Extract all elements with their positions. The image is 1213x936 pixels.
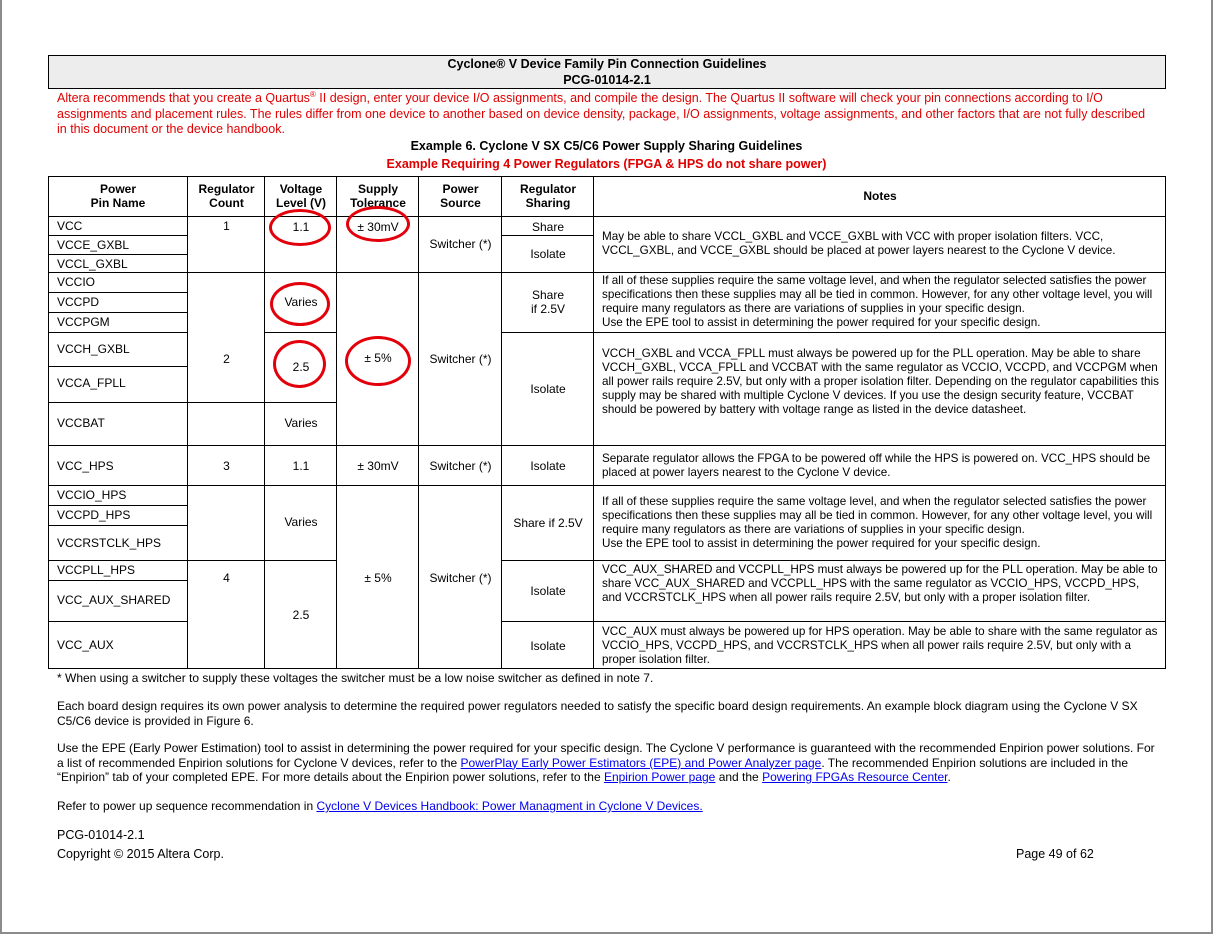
pin-name: VCC_AUX bbox=[57, 638, 114, 652]
supply-tolerance: ± 30mV bbox=[357, 459, 399, 473]
pin-name: VCC bbox=[57, 219, 83, 233]
power-source: Switcher (*) bbox=[429, 237, 492, 251]
disclaimer bbox=[57, 91, 1157, 138]
regulator-sharing: Share if 2.5V bbox=[513, 516, 583, 530]
enpirion-power-page-link[interactable]: Enpirion Power page bbox=[603, 770, 716, 784]
pin-name: VCCPD bbox=[57, 295, 100, 309]
paragraph-text: and the bbox=[715, 770, 763, 784]
supply-tolerance: ± 5% bbox=[364, 571, 392, 585]
document-id: PCG-01014-2.1 bbox=[563, 73, 651, 87]
regulator-sharing: Share bbox=[531, 220, 565, 234]
regulator-count: 2 bbox=[223, 352, 230, 366]
regulator-sharing: Isolate bbox=[530, 382, 566, 396]
pin-name: VCCPD_HPS bbox=[57, 508, 131, 522]
disclaimer-text-2: II design, enter your device I/O assignments, and compile the design. The Quartus II software will check your pin connections according to I/O assignments and placement rules. The rules differ from one device to another based on device density, package, I/O assignments, voltage assignments, and other factors that are not fully described in this document or the device handbook. bbox=[57, 91, 1146, 136]
header-pin-name: Power Pin Name bbox=[90, 182, 146, 210]
pin-name: VCCPGM bbox=[57, 315, 110, 329]
paragraph-board-design: Each board design requires its own power analysis to determine the required power regulators needed to satisfy the specific board design requirements. An example block diagram using the Cyclone V SX C5/C6 device is provided in Figure 6. bbox=[57, 699, 1138, 728]
handbook-link[interactable]: Cyclone V Devices Handbook: Power Managment in Cyclone V Devices. bbox=[316, 799, 703, 813]
voltage-level: Varies bbox=[284, 416, 318, 430]
document-header bbox=[48, 55, 1166, 89]
pin-name: VCCBAT bbox=[57, 416, 105, 430]
header-voltage-level: Voltage Level (V) bbox=[275, 182, 326, 210]
header-supply-tolerance: Supply Tolerance bbox=[350, 182, 406, 210]
power-source: Switcher (*) bbox=[429, 352, 492, 366]
epe-page-link[interactable]: PowerPlay Early Power Estimators (EPE) and Power Analyzer page bbox=[460, 755, 822, 770]
annotation-circle bbox=[346, 206, 410, 242]
paragraph-power-sequence bbox=[57, 799, 1157, 814]
regulator-count: 1 bbox=[223, 219, 230, 233]
pin-name: VCC_AUX_SHARED bbox=[57, 593, 171, 607]
note-text: Separate regulator allows the FPGA to be powered off while the HPS is powered on. VCC_HPS should be placed at power layers nearest to the Cyclone V device. bbox=[602, 452, 1151, 479]
annotation-circle bbox=[270, 282, 330, 326]
voltage-level: 1.1 bbox=[292, 220, 310, 234]
pin-name: VCCIO bbox=[57, 275, 96, 289]
regulator-sharing: Isolate bbox=[530, 247, 566, 261]
voltage-level: 1.1 bbox=[292, 459, 310, 473]
regulator-count: 4 bbox=[223, 571, 230, 585]
paragraph-text: . bbox=[947, 770, 951, 784]
note-text: VCC_AUX must always be powered up for HPS operation. May be able to share with the same regulator as VCCIO_HPS, VCCPD_HPS, and VCCRSTCLK_HPS when all power rails require 2.5V, but only with a proper isolation filter. bbox=[602, 625, 1158, 666]
pin-name: VCCL_GXBL bbox=[57, 257, 128, 271]
regulator-sharing: Isolate bbox=[530, 639, 566, 653]
example-subtitle: Example Requiring 4 Power Regulators (FPGA & HPS do not share power) bbox=[386, 157, 827, 171]
regulator-sharing: Isolate bbox=[530, 584, 566, 598]
header-notes: Notes bbox=[863, 189, 897, 203]
example-title: Example 6. Cyclone V SX C5/C6 Power Supply Sharing Guidelines bbox=[410, 139, 803, 153]
annotation-circle bbox=[273, 340, 326, 388]
footer-doc-id: PCG-01014-2.1 bbox=[57, 828, 145, 842]
header-power-source: Power Source bbox=[440, 182, 481, 210]
pin-name: VCC_HPS bbox=[57, 459, 114, 473]
note-text: If all of these supplies require the same voltage level, and when the regulator selected satisfies the power specifications then these supplies may all be tied in common. However, for any other voltage level, you will require many regulators as there are variations of supplies in your specific design. Use the EPE tool to assist in determining the power required for your specific design. bbox=[602, 274, 1153, 329]
pin-name: VCCE_GXBL bbox=[57, 238, 130, 252]
note-text: If all of these supplies require the same voltage level, and when the regulator selected satisfies the power specifications then these supplies may all be tied in common. However, for any other voltage level, you will require many regulators as there are variations of supplies in your specific design. Use the EPE tool to assist in determining the power required for your specific design. bbox=[602, 495, 1153, 550]
note-text: May be able to share VCCL_GXBL and VCCE_GXBL with VCC with proper isolation filters. VCC, VCCL_GXBL, and VCCE_GXBL should be placed at power layers nearest to the Cyclone V device. bbox=[602, 230, 1116, 257]
pin-name: VCCPLL_HPS bbox=[57, 563, 136, 577]
voltage-level: Varies bbox=[284, 515, 318, 529]
note-text: VCC_AUX_SHARED and VCCPLL_HPS must always be powered up for the PLL operation. May be able to share VCC_AUX_SHARED and VCCPLL_HPS with the same regulator as VCCIO_HPS, VCCPD_HPS, and VCCRSTCLK_HPS when all power rails require 2.5V, but only with a proper isolation filter. bbox=[602, 563, 1158, 604]
paragraph-text: Use the EPE (Early Power Estimation) tool to assist in determining the power required for your specific design. The Cyclone V performance is guaranteed with the recommended Enpirion power solutions. For a list of recommended Enpirion solutions for Cyclone V devices, refer to the bbox=[57, 741, 1155, 770]
paragraph-text: Refer to power up sequence recommendation in bbox=[57, 799, 317, 813]
registered-mark: ® bbox=[309, 89, 316, 99]
power-source: Switcher (*) bbox=[429, 459, 492, 473]
supply-tolerance: ± 30mV bbox=[357, 220, 399, 234]
annotation-circle bbox=[345, 336, 411, 386]
paragraph-epe bbox=[57, 741, 1157, 785]
disclaimer-text-1: Altera recommends that you create a Quartus bbox=[57, 91, 310, 105]
pin-name: VCCIO_HPS bbox=[57, 488, 127, 502]
footer-copyright: Copyright © 2015 Altera Corp. bbox=[57, 847, 224, 861]
pin-name: VCCRSTCLK_HPS bbox=[57, 536, 162, 550]
regulator-sharing: Share if 2.5V bbox=[530, 288, 566, 316]
paragraph-text: . The recommended Enpirion solutions are included in the “Enpirion” tab of your completed EPE. For more details about the Enpirion power solutions, refer to the bbox=[57, 755, 1128, 784]
regulator-sharing: Isolate bbox=[530, 459, 566, 473]
header-regulator-count: Regulator Count bbox=[198, 182, 255, 210]
header-regulator-sharing: Regulator Sharing bbox=[519, 182, 576, 210]
pin-name: VCCA_FPLL bbox=[57, 376, 126, 390]
footer-page-number: Page 49 of 62 bbox=[1016, 847, 1094, 861]
pin-name: VCCH_GXBL bbox=[57, 342, 130, 356]
footnote: * When using a switcher to supply these voltages the switcher must be a low noise switcher as defined in note 7. bbox=[57, 671, 654, 685]
power-supply-table bbox=[48, 176, 1166, 669]
powering-fpgas-link[interactable]: Powering FPGAs Resource Center bbox=[762, 770, 948, 784]
voltage-level: Varies bbox=[284, 295, 318, 309]
supply-tolerance: ± 5% bbox=[364, 351, 392, 365]
voltage-level: 2.5 bbox=[292, 360, 310, 374]
note-text: VCCH_GXBL and VCCA_FPLL must always be powered up for the PLL operation. May be able to share VCCH_GXBL, VCCA_FPLL and VCCBAT with the same regulator as VCCIO, VCCPD, and VCCPGM when all power rails require 2.5V, but only with a proper isolation filter. Depending on the regulator capabilities this supply may be shared with multiple Cyclone V devices. If you use the design security feature, VCCBAT should be powered by battery with voltage range as listed in the device datasheet. bbox=[602, 347, 1159, 416]
document-title: Cyclone® V Device Family Pin Connection Guidelines bbox=[447, 57, 767, 71]
annotation-circle bbox=[269, 209, 331, 246]
regulator-count: 3 bbox=[223, 459, 230, 473]
power-source: Switcher (*) bbox=[429, 571, 492, 585]
voltage-level: 2.5 bbox=[292, 608, 310, 622]
